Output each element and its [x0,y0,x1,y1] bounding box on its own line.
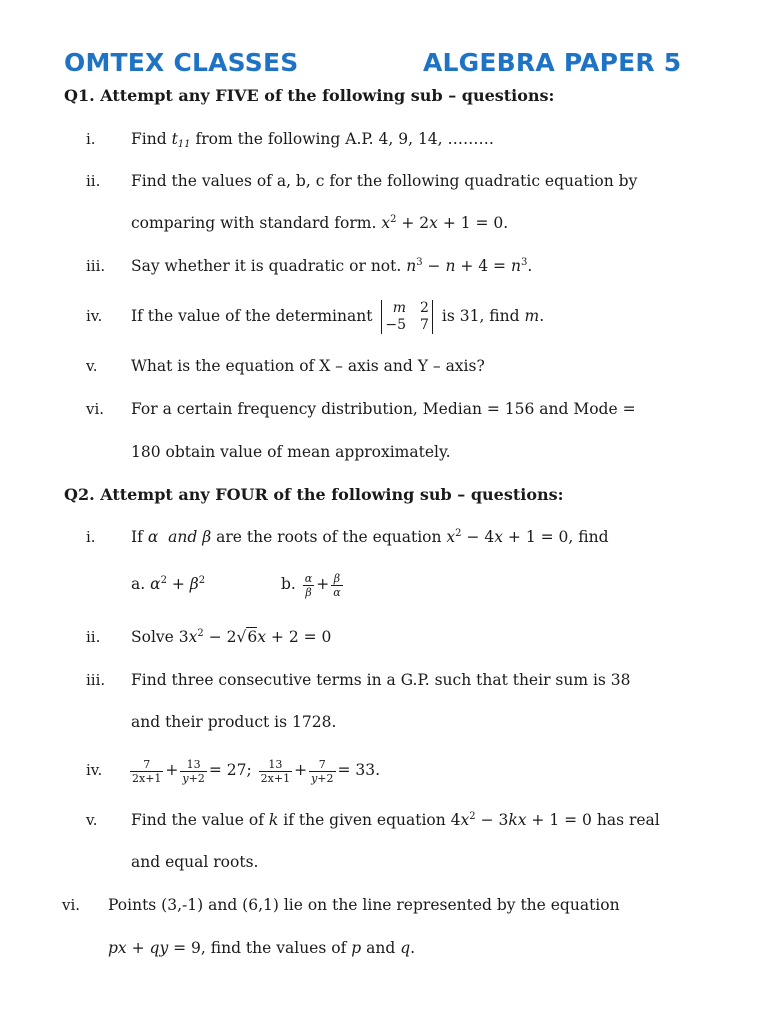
q1-heading: Q1. Attempt any FIVE of the following sub – questions: [64,86,555,105]
header-right: ALGEBRA PAPER 5 [423,48,682,77]
q2-heading: Q2. Attempt any FOUR of the following sub – questions: [64,485,564,504]
determinant: m 2 −5 7 [381,300,433,334]
header-left: OMTEX CLASSES [64,48,299,77]
